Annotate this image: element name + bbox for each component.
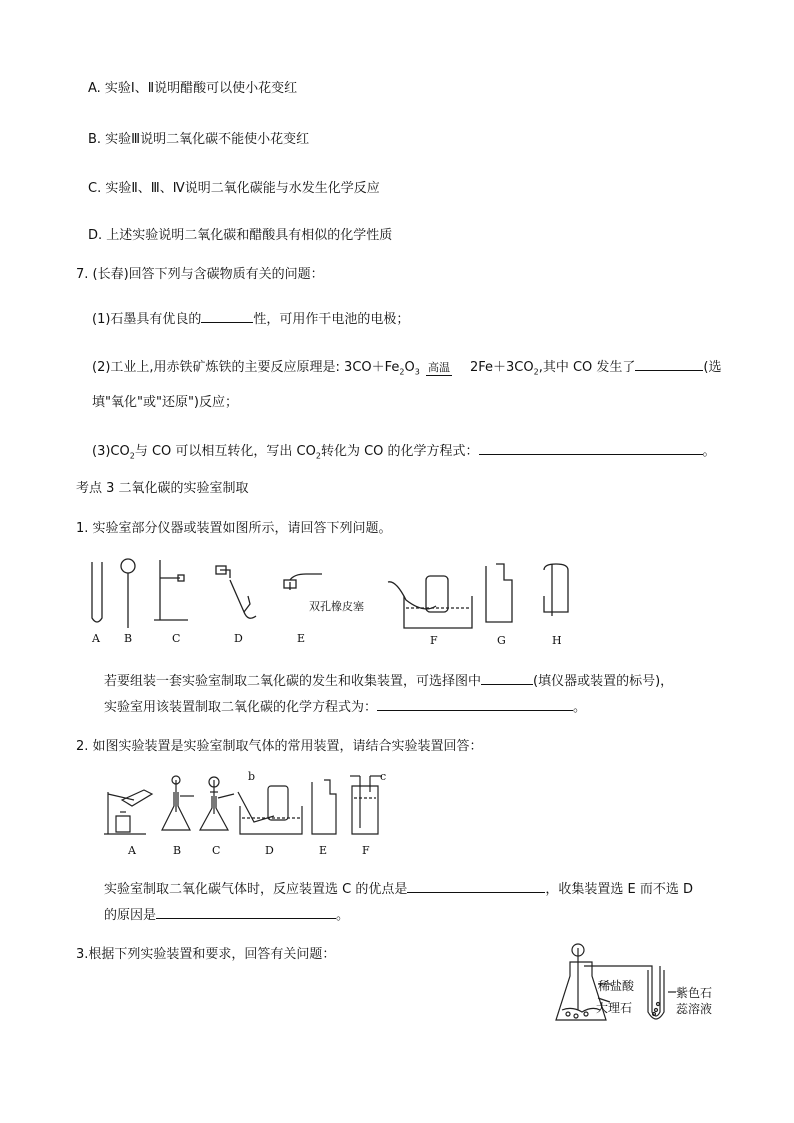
option-b: B. 实验Ⅲ说明二氧化碳不能使小花变红	[88, 132, 310, 147]
q7-part2-text-c: ,其中 CO 发生了	[538, 360, 636, 375]
indicator-label-2: 蕊溶液	[676, 1002, 713, 1016]
s1-text-c: 实验室用该装置制取二氧化碳的化学方程式为：	[104, 700, 378, 715]
stopper-label: 双孔橡皮塞	[309, 600, 364, 613]
marble-label: 大理石	[596, 1001, 633, 1015]
q7-part3-end: 。	[702, 444, 716, 459]
s2-answer-line1	[104, 878, 693, 899]
s3-stem: 3.根据下列实验装置和要求，回答有关问题：	[76, 947, 336, 962]
s2-end: 。	[336, 908, 350, 923]
acid-label: 稀盐酸	[598, 979, 635, 993]
funnel-icon	[121, 559, 135, 628]
s1-end: 。	[573, 700, 587, 715]
water-trough-icon	[388, 576, 472, 628]
q7-part1-text-a: (1)石墨具有优良的	[92, 312, 202, 327]
s1-answer-line1	[104, 670, 673, 691]
s2-stem: 2. 如图实验装置是实验室制取气体的常用装置，请结合实验装置回答：	[76, 739, 483, 754]
s1-text-a: 若要组装一套实验室制取二氧化碳的发生和收集装置，可选择图中	[104, 674, 482, 689]
option-a: A. 实验Ⅰ、Ⅱ说明醋酸可以使小花变红	[88, 81, 298, 96]
s1-text-b: (填仪器或装置的标号)，	[533, 674, 674, 689]
answer-blank[interactable]	[635, 356, 703, 371]
indicator-label-1: 紫色石	[676, 986, 713, 1000]
question-7-stem: 7. (长春)回答下列与含碳物质有关的问题：	[76, 267, 324, 282]
label-2c: C	[212, 844, 221, 857]
label-a: A	[92, 632, 100, 645]
gas-bottle-g-icon	[486, 564, 512, 622]
q7-part1	[92, 308, 409, 329]
s1-answer-line2	[104, 696, 586, 717]
delivery-tube-icon	[216, 566, 250, 612]
iron-stand-icon	[154, 560, 188, 620]
answer-blank[interactable]	[407, 878, 545, 893]
s2-answer-line2	[104, 904, 349, 925]
label-2b: B	[173, 844, 182, 857]
s2-text-b: ，收集装置选 E 而不选 D	[545, 882, 693, 897]
section-title: 考点 3 二氧化碳的实验室制取	[76, 481, 249, 496]
test-tube-icon	[648, 970, 664, 1019]
water-trough-d-icon	[238, 786, 302, 834]
answer-blank[interactable]	[377, 696, 573, 711]
label-c: C	[172, 632, 181, 645]
answer-blank[interactable]	[201, 308, 253, 323]
q7-part2-text-b: 2Fe＋3CO	[469, 360, 534, 375]
s2-text-a: 实验室制取二氧化碳气体时，反应装置选 C 的优点是	[104, 882, 408, 897]
label-2f: F	[362, 844, 370, 857]
q7-part3-text-b: 与 CO 可以相互转化，写出 CO	[134, 444, 316, 459]
label-d: D	[234, 632, 243, 645]
conical-flask-c-icon	[200, 777, 234, 830]
test-tube-icon	[92, 562, 102, 622]
port-c-label: c	[380, 770, 387, 783]
conical-flask-b-icon	[162, 776, 194, 830]
q7-part2-line2: 填"氧化"或"还原")反应；	[92, 395, 238, 410]
gas-bottle-e-icon	[312, 780, 336, 834]
q7-part3-text-a: (3)CO	[92, 444, 130, 459]
answer-blank[interactable]	[481, 670, 533, 685]
label-g: G	[497, 634, 506, 647]
gas-bottle-f-icon	[350, 776, 382, 834]
label-2e: E	[319, 844, 328, 857]
answer-blank[interactable]	[156, 904, 336, 919]
label-h: H	[552, 634, 562, 647]
label-2a: A	[128, 844, 136, 857]
option-c: C. 实验Ⅱ、Ⅲ、Ⅳ说明二氧化碳能与水发生化学反应	[88, 181, 380, 196]
answer-blank[interactable]	[479, 440, 703, 455]
port-b-label: b	[248, 770, 256, 783]
gas-bottle-h-icon	[544, 564, 568, 616]
reaction-condition: 高温	[427, 361, 450, 374]
label-f: F	[430, 634, 438, 647]
q7-part2-text-a: (2)工业上,用赤铁矿炼铁的主要反应原理是: 3CO＋Fe	[92, 360, 400, 375]
q7-part1-text-b: 性，可用作干电池的电极；	[253, 312, 410, 327]
stopper-icon	[284, 574, 322, 590]
option-d: D. 上述实验说明二氧化碳和醋酸具有相似的化学性质	[88, 228, 393, 243]
q7-part2-text-d: (选	[703, 360, 722, 375]
label-2d: D	[265, 844, 274, 857]
q7-part3: $(3)CO_2$与 CO 可以相互转化，写出 $CO_2$转化为 CO 的化学方程式： 。	[92, 440, 716, 466]
label-b: B	[124, 632, 133, 645]
q7-part2: (2)工业上,用赤铁矿炼铁的主要反应原理是: $3CO+Fe_2O_3$ 高温 $2Fe+3CO_2$,其中 CO 发生了 (选	[92, 356, 721, 382]
heating-apparatus-icon	[104, 790, 152, 834]
s1-stem: 1. 实验室部分仪器或装置如图所示，请回答下列问题。	[76, 521, 392, 536]
s2-text-c: 的原因是	[104, 908, 157, 923]
q7-part3-text-c: 转化为 CO 的化学方程式：	[320, 444, 479, 459]
co2-apparatus-figure	[552, 940, 742, 1026]
label-e: E	[297, 632, 306, 645]
